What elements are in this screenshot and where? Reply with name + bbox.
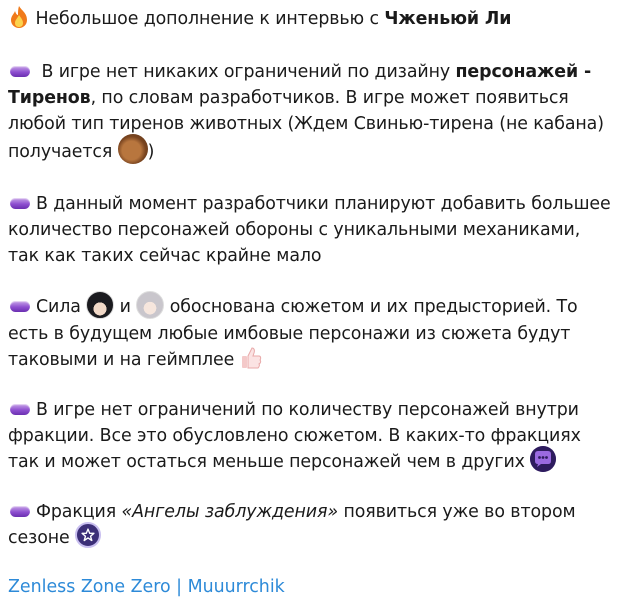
character-avatar-icon [136, 291, 164, 319]
character-avatar-icon [86, 291, 114, 319]
link-muuurrchik[interactable]: Muuurrchik [187, 577, 285, 597]
purple-pill-icon [10, 66, 30, 77]
paragraph-5: Фракция «Ангелы заблуждения» появиться уже во втором сезоне [8, 502, 576, 548]
purple-pill-icon [10, 198, 30, 209]
footer-links: Zenless Zone Zero | Muuurrchik [8, 577, 285, 597]
paragraph-3: Сила и обоснована сюжетом и их предысторией. То есть в будущем любые имбовые персонажи из сюжета будут таковыми и на геймплее [8, 293, 615, 373]
post-title: Небольшое дополнение к интервью с Чженьюй Ли [8, 6, 615, 32]
link-zenless-zone-zero[interactable]: Zenless Zone Zero [8, 577, 171, 597]
star-badge-icon [75, 522, 101, 548]
chat-bubble-emoji-icon [530, 446, 556, 472]
fire-emoji-icon [8, 5, 30, 29]
paragraph-1: В игре нет никаких ограничений по дизайну персонажей - Тиренов, по словам разработчиков. В игре может появиться любой тип тиренов животных (Ждем Свинью-тирена (не кабана) получается ) [8, 62, 604, 162]
purple-pill-icon [10, 506, 30, 517]
capybara-emoji-icon [118, 134, 148, 164]
purple-pill-icon [10, 301, 30, 312]
paragraph-4: В игре нет ограничений по количеству персонажей внутри фракции. Все это обусловлено сюжетом. В каких-то фракциях так и может остаться меньше персонажей чем в других [8, 400, 581, 472]
paragraph-2: В данный момент разработчики планируют добавить большее количество персонажей обороны с уникальными механиками, так как таких сейчас крайне мало [8, 194, 611, 266]
purple-pill-icon [10, 404, 30, 415]
faction-name: «Ангелы заблуждения» [121, 502, 339, 522]
interviewee-name: Чженьюй Ли [384, 9, 512, 29]
thumbs-up-emoji-icon [240, 345, 262, 371]
